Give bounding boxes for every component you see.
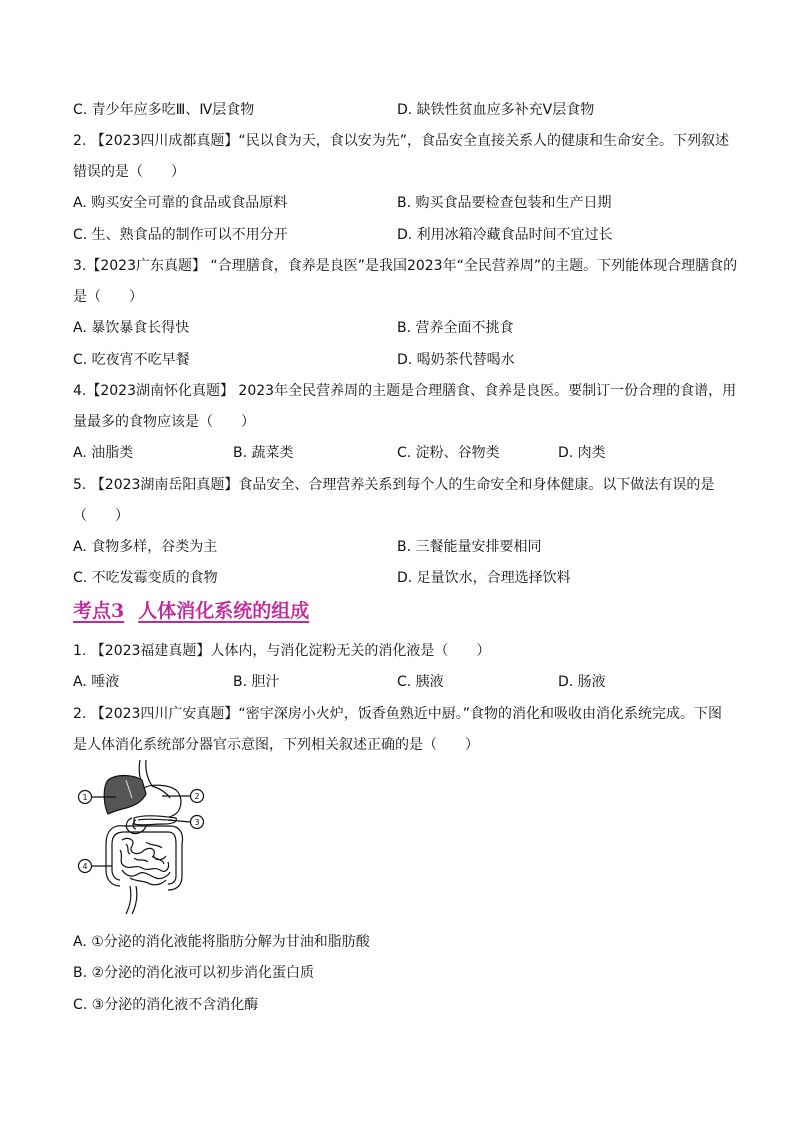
option-b: B. 购买食品要检查包装和生产日期 xyxy=(397,195,612,211)
option-a: A. 食物多样，谷类为主 xyxy=(73,539,218,555)
question-stem: 1. 【2023福建真题】人体内，与消化淀粉无关的消化液是（ ） xyxy=(73,643,491,659)
option-a: A. 购买安全可靠的食品或食品原料 xyxy=(73,195,288,211)
option-d: D. 缺铁性贫血应多补充Ⅴ层食物 xyxy=(397,102,595,118)
figure-label-3: 3 xyxy=(194,818,200,827)
question-stem: 量最多的食物应该是（ ） xyxy=(73,414,255,430)
section-label: 考点3 xyxy=(73,600,125,622)
option-c: C. 吃夜宵不吃早餐 xyxy=(73,352,190,368)
option-a: A. 暴饮暴食长得快 xyxy=(73,320,190,336)
option-b: B. ②分泌的消化液可以初步消化蛋白质 xyxy=(73,965,315,981)
option-a: A. 唾液 xyxy=(73,674,120,690)
option-c: C. 不吃发霉变质的食物 xyxy=(73,570,218,586)
section-title: 人体消化系统的组成 xyxy=(138,600,310,622)
option-c: C. 生、熟食品的制作可以不用分开 xyxy=(73,227,288,243)
option-c: C. 淀粉、谷物类 xyxy=(397,445,500,461)
option-d: D. 肠液 xyxy=(558,674,606,690)
option-b: B. 营养全面不挑食 xyxy=(397,320,514,336)
option-d: D. 足量饮水，合理选择饮料 xyxy=(397,570,571,586)
figure-label-4: 4 xyxy=(82,862,88,871)
option-b: B. 蔬菜类 xyxy=(233,445,294,461)
liver-shape xyxy=(104,776,146,815)
question-stem: 4.【2023湖南怀化真题】 2023年全民营养周的主题是合理膳食、食养是良医。要制订一份合理的食谱，用 xyxy=(73,383,737,399)
option-c: C. ③分泌的消化液不含消化酶 xyxy=(73,997,259,1013)
section-heading xyxy=(73,598,309,624)
option-c: C. 青少年应多吃Ⅲ、Ⅳ层食物 xyxy=(73,102,255,118)
option-a: A. ①分泌的消化液能将脂肪分解为甘油和脂肪酸 xyxy=(73,934,370,950)
option-d: D. 喝奶茶代替喝水 xyxy=(397,352,515,368)
question-stem: 是（ ） xyxy=(73,289,143,305)
figure-label-1: 1 xyxy=(82,793,88,802)
option-b: B. 三餐能量安排要相同 xyxy=(397,539,542,555)
figure-label-2: 2 xyxy=(194,792,200,801)
question-stem: 2. 【2023四川成都真题】“民以食为天，食以安为先”，食品安全直接关系人的健康和生命安全。下列叙述 xyxy=(73,133,729,149)
digestive-system-diagram xyxy=(72,758,212,916)
option-c: C. 胰液 xyxy=(397,674,444,690)
option-d: D. 肉类 xyxy=(558,445,606,461)
question-stem: 错误的是（ ） xyxy=(73,164,185,180)
question-stem: 3.【2023广东真题】 “合理膳食，食养是良医”是我国2023年“全民营养周”的主题。下列能体现合理膳食的 xyxy=(73,258,738,274)
question-stem: 是人体消化系统部分器官示意图，下列相关叙述正确的是（ ） xyxy=(73,737,479,753)
question-stem: 2. 【2023四川广安真题】“密宇深房小火炉，饭香鱼熟近中厨。”食物的消化和吸收由消化系统完成。下图 xyxy=(73,706,722,722)
question-stem: 5. 【2023湖南岳阳真题】食品安全、合理营养关系到每个人的生命安全和身体健康。以下做法有误的是 xyxy=(73,477,715,493)
option-a: A. 油脂类 xyxy=(73,445,134,461)
option-b: B. 胆汁 xyxy=(233,674,280,690)
option-d: D. 利用冰箱冷藏食品时间不宜过长 xyxy=(397,227,613,243)
question-stem: （ ） xyxy=(73,508,129,524)
